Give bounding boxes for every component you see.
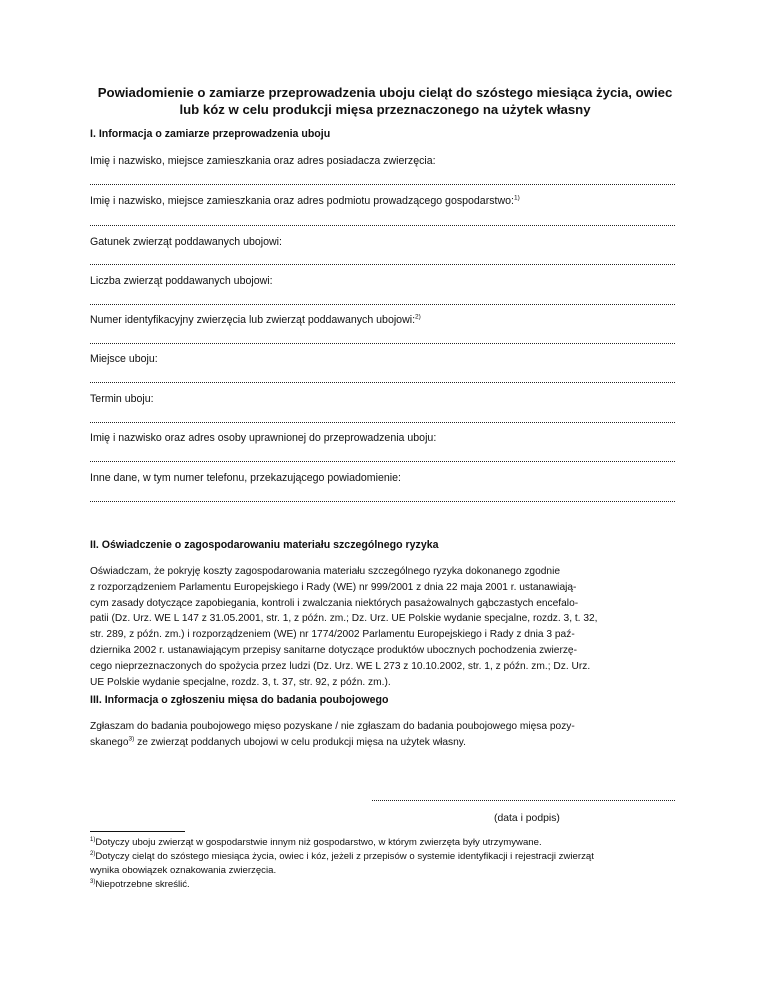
field-label-id-number: Numer identyfikacyjny zwierzęcia lub zwierząt poddawanych ubojowi:$^{2)}$ — [90, 313, 421, 326]
title-line-1: Powiadomienie o zamiarze przeprowadzenia uboju cieląt do szóstego miesiąca życia, owiec — [97, 85, 673, 100]
footnote-1: $^{1)}$Dotyczy uboju zwierząt w gospodarstwie innym niż gospodarstwo, w którym zwierzęta były utrzymywane. — [90, 836, 542, 848]
field-label-date: Termin uboju: — [90, 393, 154, 405]
field-label-species: Gatunek zwierząt poddawanych ubojowi: — [90, 236, 282, 248]
statement-line: dziernika 2002 r. ustanawiającym przepisy sanitarne dotyczące produktów ubocznych pochodzenia zwierzę- — [90, 644, 577, 656]
field-input-holding[interactable] — [90, 223, 675, 226]
field-label-holding: Imię i nazwisko, miejsce zamieszkania oraz adres podmiotu prowadzącego gospodarstwo:$^{1)}$ — [90, 194, 520, 207]
statement-line: Oświadczam, że pokryję koszty zagospodarowania materiału szczególnego ryzyka dokonanego zgodnie — [90, 566, 561, 577]
field-label-count: Liczba zwierząt poddawanych ubojowi: — [90, 275, 273, 287]
declaration-line-2: skanego$^{3)}$ ze zwierząt poddanych ubojowi w celu produkcji mięsa na użytek własny. — [90, 735, 466, 748]
field-label-place: Miejsce uboju: — [90, 353, 158, 365]
statement-line: z rozporządzeniem Parlamentu Europejskiego i Rady (WE) nr 999/2001 z dnia 22 maja 2001 r. ustanawiają- — [90, 581, 577, 593]
field-input-species[interactable] — [90, 262, 675, 265]
field-input-other[interactable] — [90, 499, 675, 502]
statement-line: UE Polskie wydanie specjalne, rozdz. 3, t. 37, str. 92, z późn. zm.). — [90, 676, 391, 688]
field-input-place[interactable] — [90, 380, 675, 383]
section-3-heading: III. Informacja o zgłoszeniu mięsa do badania poubojowego — [90, 694, 389, 706]
signature-label: (data i podpis) — [494, 813, 560, 824]
field-input-date[interactable] — [90, 420, 675, 423]
title-line-2: lub kóz w celu produkcji mięsa przeznaczonego na użytek własny — [179, 102, 591, 117]
form-title — [90, 84, 680, 118]
signature-input[interactable] — [372, 798, 675, 801]
section-2-heading: II. Oświadczenie o zagospodarowaniu materiału szczególnego ryzyka — [90, 539, 439, 551]
section-3-statement — [90, 719, 680, 751]
footnote-ref-3: 3) — [128, 735, 135, 743]
declaration-line-1: Zgłaszam do badania poubojowego mięso pozyskane / nie zgłaszam do badania poubojowego mięsa pozy- — [90, 721, 575, 732]
field-label-slaughterer: Imię i nazwisko oraz adres osoby uprawnionej do przeprowadzenia uboju: — [90, 432, 437, 444]
statement-line: str. 289, z późn. zm.) i rozporządzeniem (WE) nr 1774/2002 Parlamentu Europejskiego i Rady z dnia 3 paź- — [90, 629, 575, 641]
field-input-slaughterer[interactable] — [90, 459, 675, 462]
field-label-other: Inne dane, w tym numer telefonu, przekazującego powiadomienie: — [90, 472, 401, 484]
footnote-3: $^{3)}$Niepotrzebne skreślić. — [90, 878, 190, 890]
field-input-owner[interactable] — [90, 182, 675, 185]
section-1-heading: I. Informacja o zamiarze przeprowadzenia uboju — [90, 128, 331, 140]
footnote-2: $^{2)}$Dotyczy cieląt do szóstego miesiąca życia, owiec i kóz, jeżeli z przepisów o systemie identyfikacji i rejestracji zwierząt — [90, 850, 594, 862]
statement-line: patii (Dz. Urz. WE L 147 z 31.05.2001, str. 1, z późn. zm.; Dz. Urz. UE Polskie wydanie specjalne, rozdz. 3, t. 32, — [90, 613, 598, 625]
footnote-separator — [90, 831, 185, 832]
footnote-2-continued: wynika obowiązek oznakowania zwierzęcia. — [90, 865, 277, 876]
footnote-ref-1: 1) — [513, 194, 520, 202]
field-label-owner: Imię i nazwisko, miejsce zamieszkania oraz adres posiadacza zwierzęcia: — [90, 155, 436, 167]
field-input-id-number[interactable] — [90, 341, 675, 344]
statement-line: cego nieprzeznaczonych do spożycia przez ludzi (Dz. Urz. WE L 273 z 10.10.2002, str. 1, z późn. zm.; Dz. Urz. — [90, 660, 591, 672]
footnote-ref-2: 2) — [415, 313, 421, 321]
field-input-count[interactable] — [90, 302, 675, 305]
section-2-statement — [90, 564, 680, 690]
statement-line: cym zasady dotyczące zapobiegania, kontroli i zwalczania niektórych pasażowalnych gąbczastych encefalo- — [90, 597, 579, 609]
